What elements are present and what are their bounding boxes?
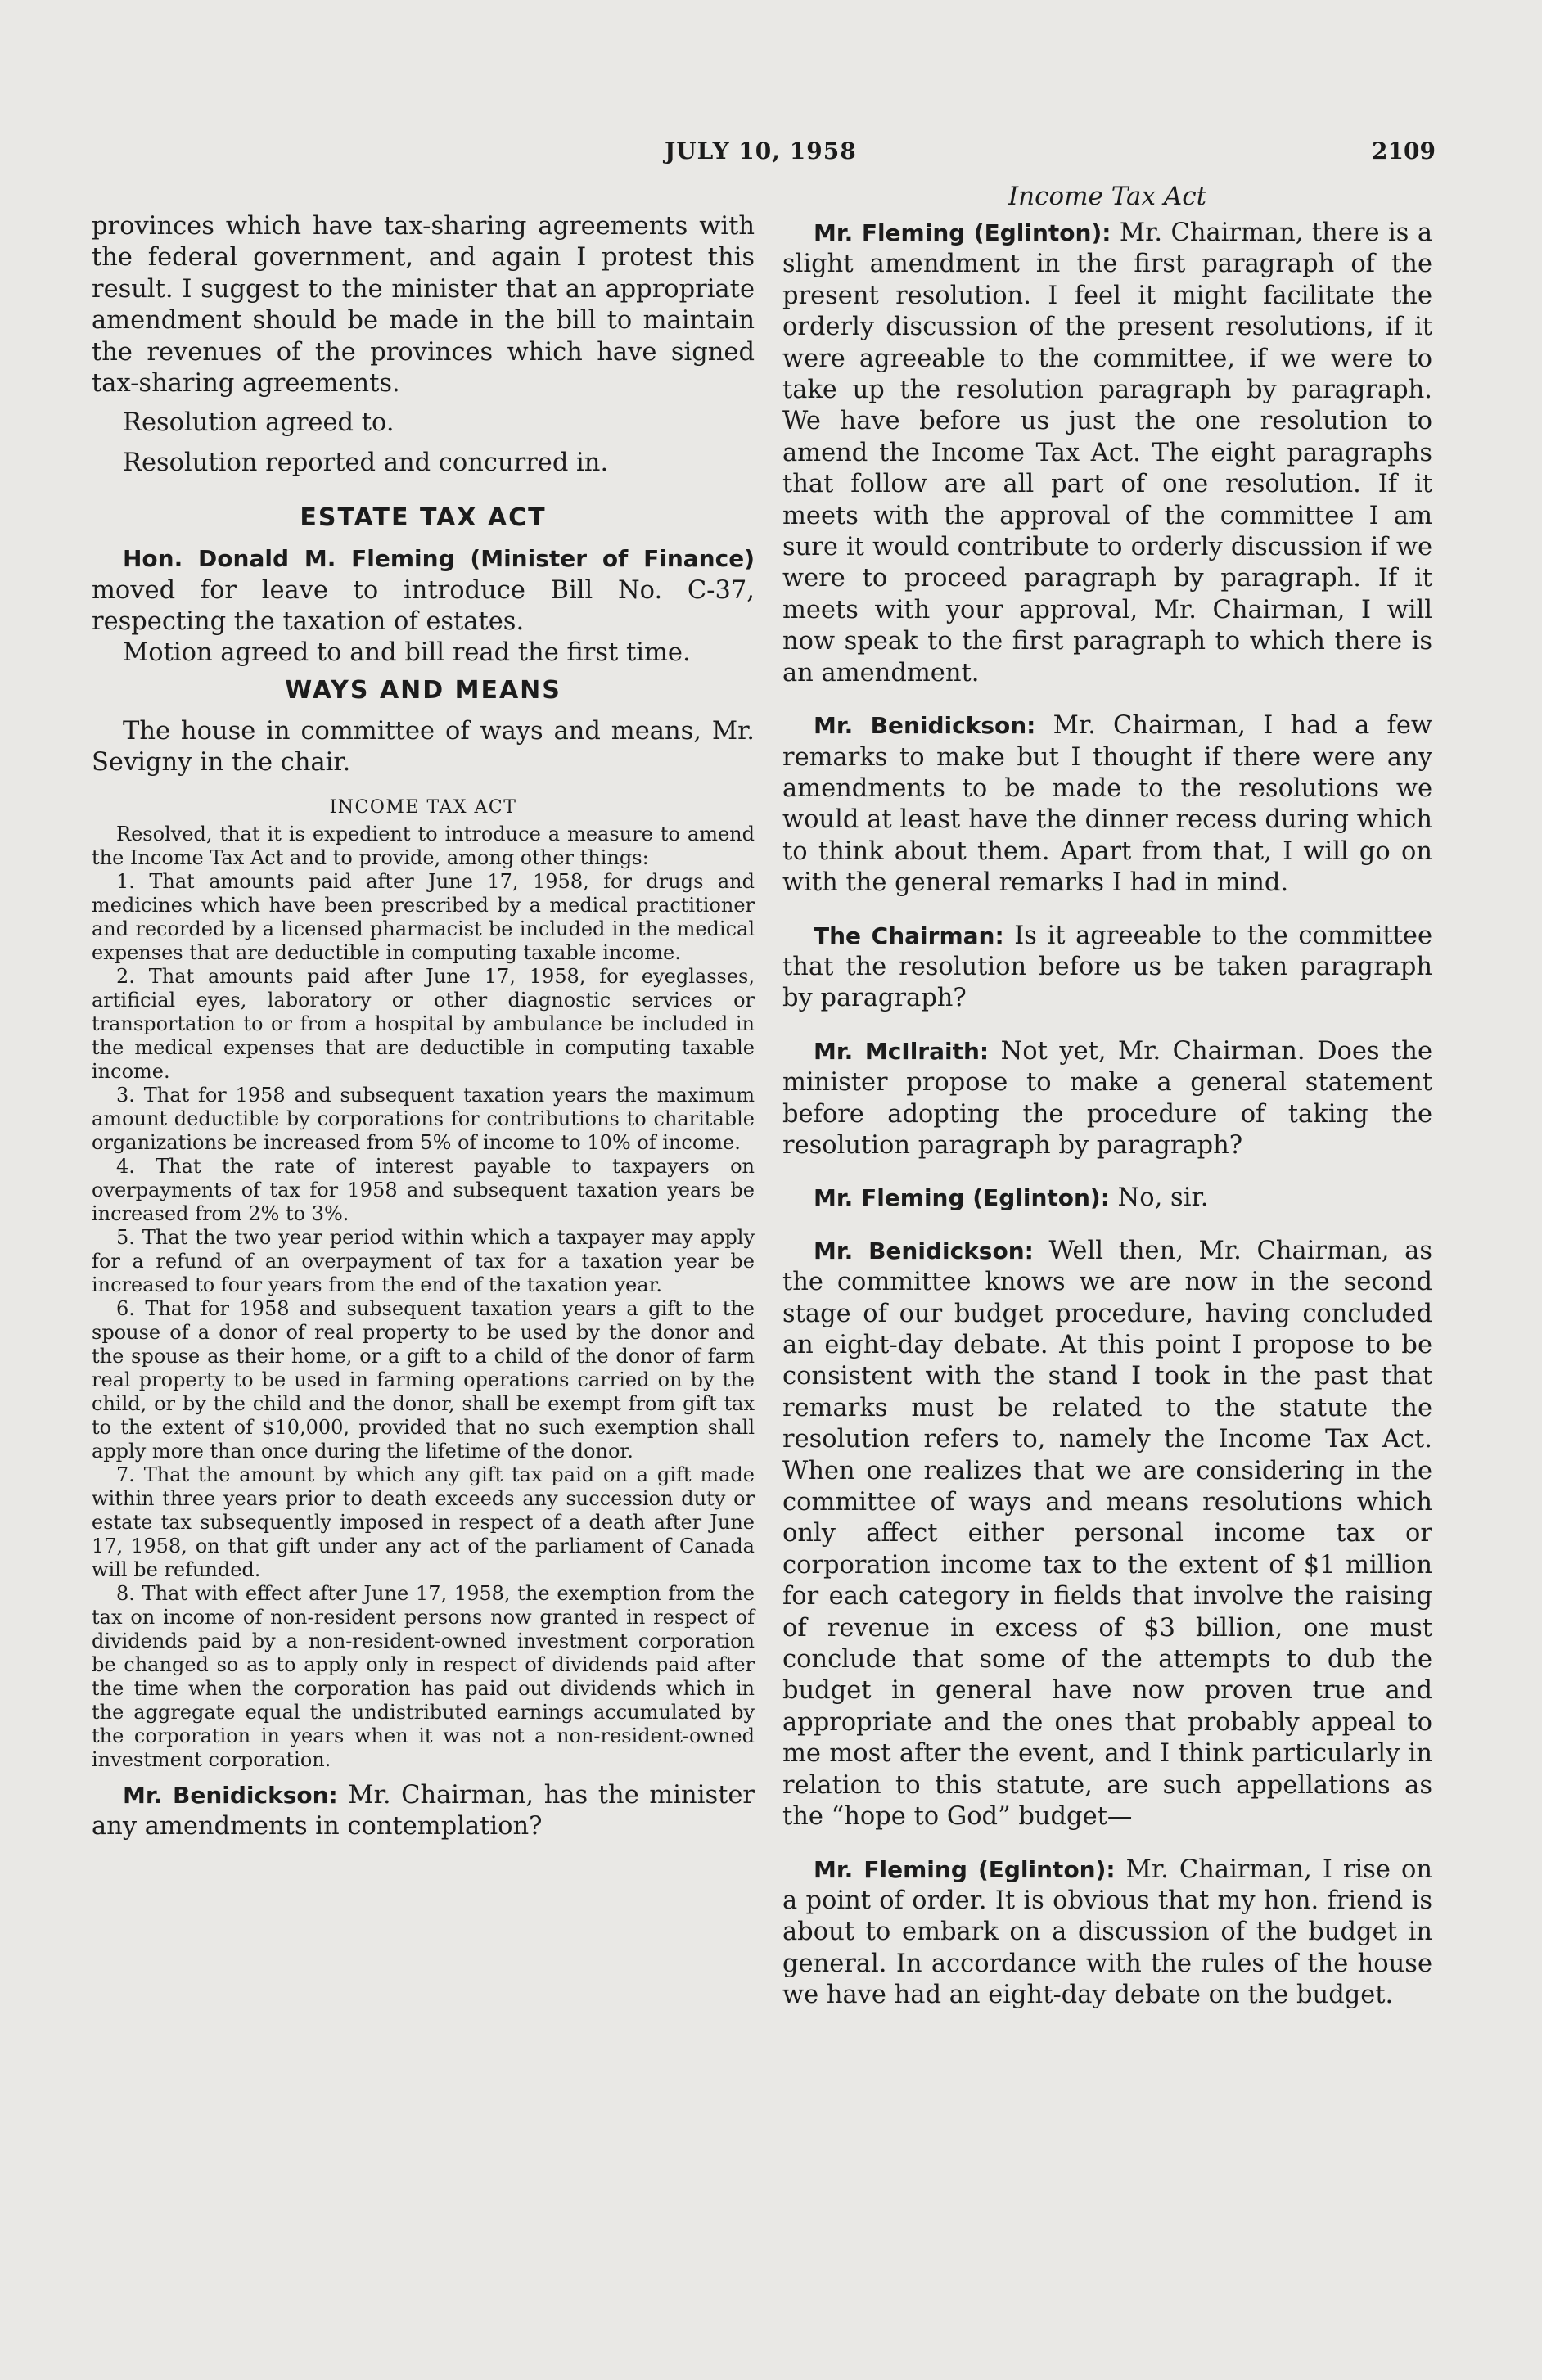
speaker-name: Mr. McIlraith:	[814, 1037, 990, 1065]
speech-text: Mr. Chairman, I rise on a point of order. It is obvious that my hon. friend is about to embark on a discussion of the budget in general. In accordance with the rules of the house we have had an eight-day debate on the budget.	[782, 1855, 1432, 2010]
speech-text: Well then, Mr. Chairman, as the committee knows we are now in the second stage of our budget procedure, having concluded an eight-day debate. At this point I propose to be consistent with the stand I took in the past that remarks must be related to the statute the resolution refers to, namely the Income Tax Act. When one realizes that we are considering in the committee of ways and means resolutions which only affect either personal income tax or corporation income tax to the extent of $1 million for each category in fields that involve the raising of revenue in excess of $3 billion, one must conclude that some of the attempts to dub the budget in general have now proven true and appropriate and the ones that probably appeal to me most after the event, and I think particularly in relation to this statute, are such appellations as the “hope to God” budget—	[782, 1236, 1432, 1832]
estate-paragraph	[92, 543, 755, 638]
income-tax-subhead: INCOME TAX ACT	[329, 796, 517, 818]
resolved-paragraph: Resolved, that it is expedient to introduce a measure to amend the Income Tax Act and to provide, among other things:	[92, 822, 755, 869]
resolution-item: 5. That the two year period within which a taxpayer may apply for a refund of an overpayment of tax for a taxation year be increased to four years from the end of the taxation year.	[92, 1225, 755, 1296]
resolution-item: 2. That amounts paid after June 17, 1958, for eyeglasses, artificial eyes, laboratory or other diagnostic services or transportation to or from a hospital by ambulance be included in the medical expenses that are deductible in computing taxable income.	[92, 964, 755, 1083]
estate-text: moved for leave to introduce Bill No. C-37, respecting the taxation of estates.	[92, 575, 755, 637]
motion-paragraph: Motion agreed to and bill read the first time.	[123, 638, 691, 668]
running-head: Income Tax Act	[1008, 182, 1207, 211]
speech-paragraph	[782, 710, 1432, 899]
left-column	[92, 211, 755, 1843]
speaker-name: Mr. Benidickson:	[814, 712, 1036, 740]
speech-text: Not yet, Mr. Chairman. Does the minister propose to make a general statement before adopting the procedure of taking the resolution paragraph by paragraph?	[782, 1036, 1432, 1160]
ways-means-heading: WAYS AND MEANS	[285, 675, 561, 705]
speech-paragraph	[782, 921, 1432, 1015]
speaker-name: Mr. Benidickson:	[123, 1781, 338, 1809]
resolution-item: 4. That the rate of interest payable to taxpayers on overpayments of tax for 1958 and subsequent taxation years be increased from 2% to 3%.	[92, 1154, 755, 1225]
resolution-item: 3. That for 1958 and subsequent taxation years the maximum amount deductible by corporations for contributions to charitable organizations be increased from 5% of income to 10% of income.	[92, 1083, 755, 1154]
speech-text: No, sir.	[1109, 1183, 1209, 1213]
resolution-reported: Resolution reported and concurred in.	[123, 448, 609, 477]
resolution-agreed: Resolution agreed to.	[123, 408, 395, 438]
speech-text: Is it agreeable to the committee that the resolution before us be taken paragraph by paragraph?	[782, 921, 1432, 1013]
speaker-name: Mr. Benidickson:	[814, 1237, 1034, 1264]
resolution-item: 8. That with effect after June 17, 1958, the exemption from the tax on income of non-resident persons now granted in respect of dividends paid by a non-resident-owned investment corporation be changed so as to apply only in respect of dividends paid after the time when the corporation has paid out dividends which in the aggregate equal the undistributed earnings accumulated by the corporation in years when it was not a non-resident-owned investment corporation.	[92, 1581, 755, 1771]
speech-text: Mr. Chairman, has the minister any amendments in contemplation?	[92, 1780, 755, 1841]
speaker-name: Mr. Fleming (Eglinton):	[814, 1855, 1116, 1883]
page-date: JULY 10, 1958	[665, 137, 857, 165]
estate-speaker: Hon. Donald M. Fleming (Minister of Finance)	[123, 545, 755, 573]
benidickson-question	[92, 1780, 755, 1843]
estate-tax-heading: ESTATE TAX ACT	[300, 503, 547, 533]
speech-paragraph	[782, 1855, 1432, 2012]
speech-paragraph	[782, 1183, 1432, 1214]
speech-paragraph	[782, 1036, 1432, 1162]
speaker-name: Mr. Fleming (Eglinton):	[814, 1184, 1110, 1212]
speaker-name: The Chairman:	[814, 922, 1004, 949]
speaker-name: Mr. Fleming (Eglinton):	[814, 219, 1111, 246]
resolution-item: 1. That amounts paid after June 17, 1958, for drugs and medicines which have been prescribed by a medical practitioner and recorded by a licensed pharmacist be included in the medical expenses that are deductible in computing taxable income.	[92, 869, 755, 964]
right-column	[782, 182, 1432, 2012]
page-number: 2109	[1372, 137, 1436, 165]
speech-text: Mr. Chairman, I had a few remarks to make but I thought if there were any amendments to be made to the resolutions we would at least have the dinner recess during which to think about them. Apart from that, I will go on with the general remarks I had in mind.	[782, 711, 1432, 898]
continuation-paragraph: provinces which have tax-sharing agreements with the federal government, and again I protest this result. I suggest to the minister that an appropriate amendment should be made in the bill to maintain the revenues of the provinces which have signed tax-sharing agreements.	[92, 212, 755, 399]
ways-means-paragraph: The house in committee of ways and means, Mr. Sevigny in the chair.	[92, 716, 755, 778]
resolution-item: 6. That for 1958 and subsequent taxation years a gift to the spouse of a donor of real property to be used by the donor and the spouse as their home, or a gift to a child of the donor of farm real property to be used in farming operations carried on by the child, or by the child and the donor, shall be exempt from gift tax to the extent of $10,000, provided that no such exemption shall apply more than once during the lifetime of the donor.	[92, 1296, 755, 1463]
speech-paragraph	[782, 1236, 1432, 1833]
speech-paragraph	[782, 218, 1432, 689]
resolution-item: 7. That the amount by which any gift tax paid on a gift made within three years prior to death exceeds any succession duty or estate tax subsequently imposed in respect of a death after June 17, 1958, on that gift under any act of the parliament of Canada will be refunded.	[92, 1463, 755, 1581]
speech-text: Mr. Chairman, there is a slight amendment in the first paragraph of the present resolution. I feel it might facilitate the orderly discussion of the present resolutions, if it were agreeable to the committee, if we were to take up the resolution paragraph by paragraph. We have before us just the one resolution to amend the Income Tax Act. The eight paragraphs that follow are all part of one resolution. If it meets with the approval of the committee I am sure it would contribute to orderly discussion if we were to proceed paragraph by paragraph. If it meets with your approval, Mr. Chairman, I will now speak to the first paragraph to which there is an amendment.	[782, 219, 1432, 687]
